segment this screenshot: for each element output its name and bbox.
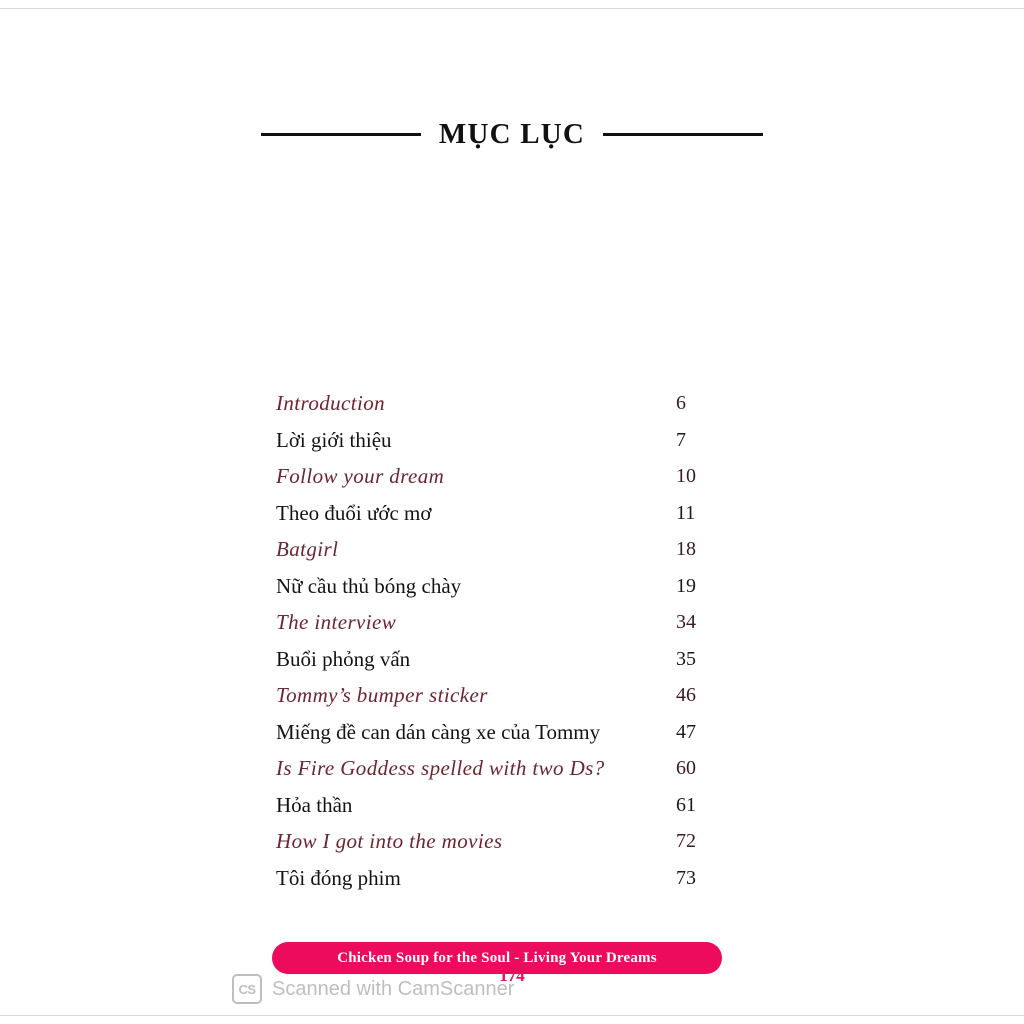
toc-entry-title: Tôi đóng phim [276,865,401,890]
toc-entry-page: 73 [676,866,696,889]
toc-entry-title: Theo đuổi ước mơ [276,500,432,525]
toc-entry-title: Hỏa thần [276,792,353,817]
toc-entry [276,648,712,685]
toc-entry-page: 6 [676,392,686,414]
toc-entry-page: 19 [676,574,696,597]
toc-entry [276,429,712,466]
toc-entry [276,611,712,648]
heading-rule-right [603,133,763,136]
toc-entry-page: 34 [676,611,696,633]
toc-entry [276,757,712,794]
toc-entry [276,465,712,502]
toc-entry-title: Miếng đề can dán càng xe của Tommy [276,719,601,744]
toc-entry [276,538,712,575]
toc-entry-title: Introduction [276,391,386,415]
toc-entry [276,392,712,429]
table-of-contents-list [276,392,712,903]
page-title: MỤC LỤC [438,118,586,150]
camscanner-watermark [232,974,514,1004]
toc-entry-page: 18 [676,538,696,560]
toc-entry-title: The interview [276,610,397,634]
toc-entry [276,794,712,831]
toc-entry-title: Nữ cầu thủ bóng chày [276,573,462,598]
toc-entry-title: Buổi phỏng vấn [276,646,411,671]
toc-entry-title: Lời giới thiệu [276,427,392,452]
page-number: 174 [499,966,525,985]
toc-entry-page: 10 [676,465,696,487]
toc-entry-title: Follow your dream [276,464,445,488]
toc-entry-page: 35 [676,647,696,670]
toc-entry-page: 11 [676,501,696,524]
toc-entry [276,575,712,612]
toc-entry-title: Is Fire Goddess spelled with two Ds? [276,756,605,780]
toc-entry [276,502,712,539]
toc-entry-page: 47 [676,720,696,743]
toc-entry-page: 7 [676,428,686,451]
toc-entry-page: 72 [676,830,696,852]
toc-entry [276,684,712,721]
toc-entry [276,867,712,904]
toc-entry [276,721,712,758]
toc-entry-page: 60 [676,757,696,779]
camscanner-logo-icon: CS [232,974,262,1004]
heading-rule-left [261,133,421,136]
page-top-edge [0,8,1024,9]
page-bottom-edge [0,1015,1024,1016]
table-of-contents-heading [0,118,1024,151]
toc-entry-title: Batgirl [276,537,339,561]
camscanner-watermark-text: Scanned with CamScanner [272,977,515,1000]
toc-entry-page: 46 [676,684,696,706]
footer-banner-text: Chicken Soup for the Soul - Living Your Dreams [337,949,657,966]
toc-entry-title: How I got into the movies [276,829,503,853]
toc-entry-title: Tommy’s bumper sticker [276,683,488,707]
toc-entry-page: 61 [676,793,696,816]
toc-entry [276,830,712,867]
